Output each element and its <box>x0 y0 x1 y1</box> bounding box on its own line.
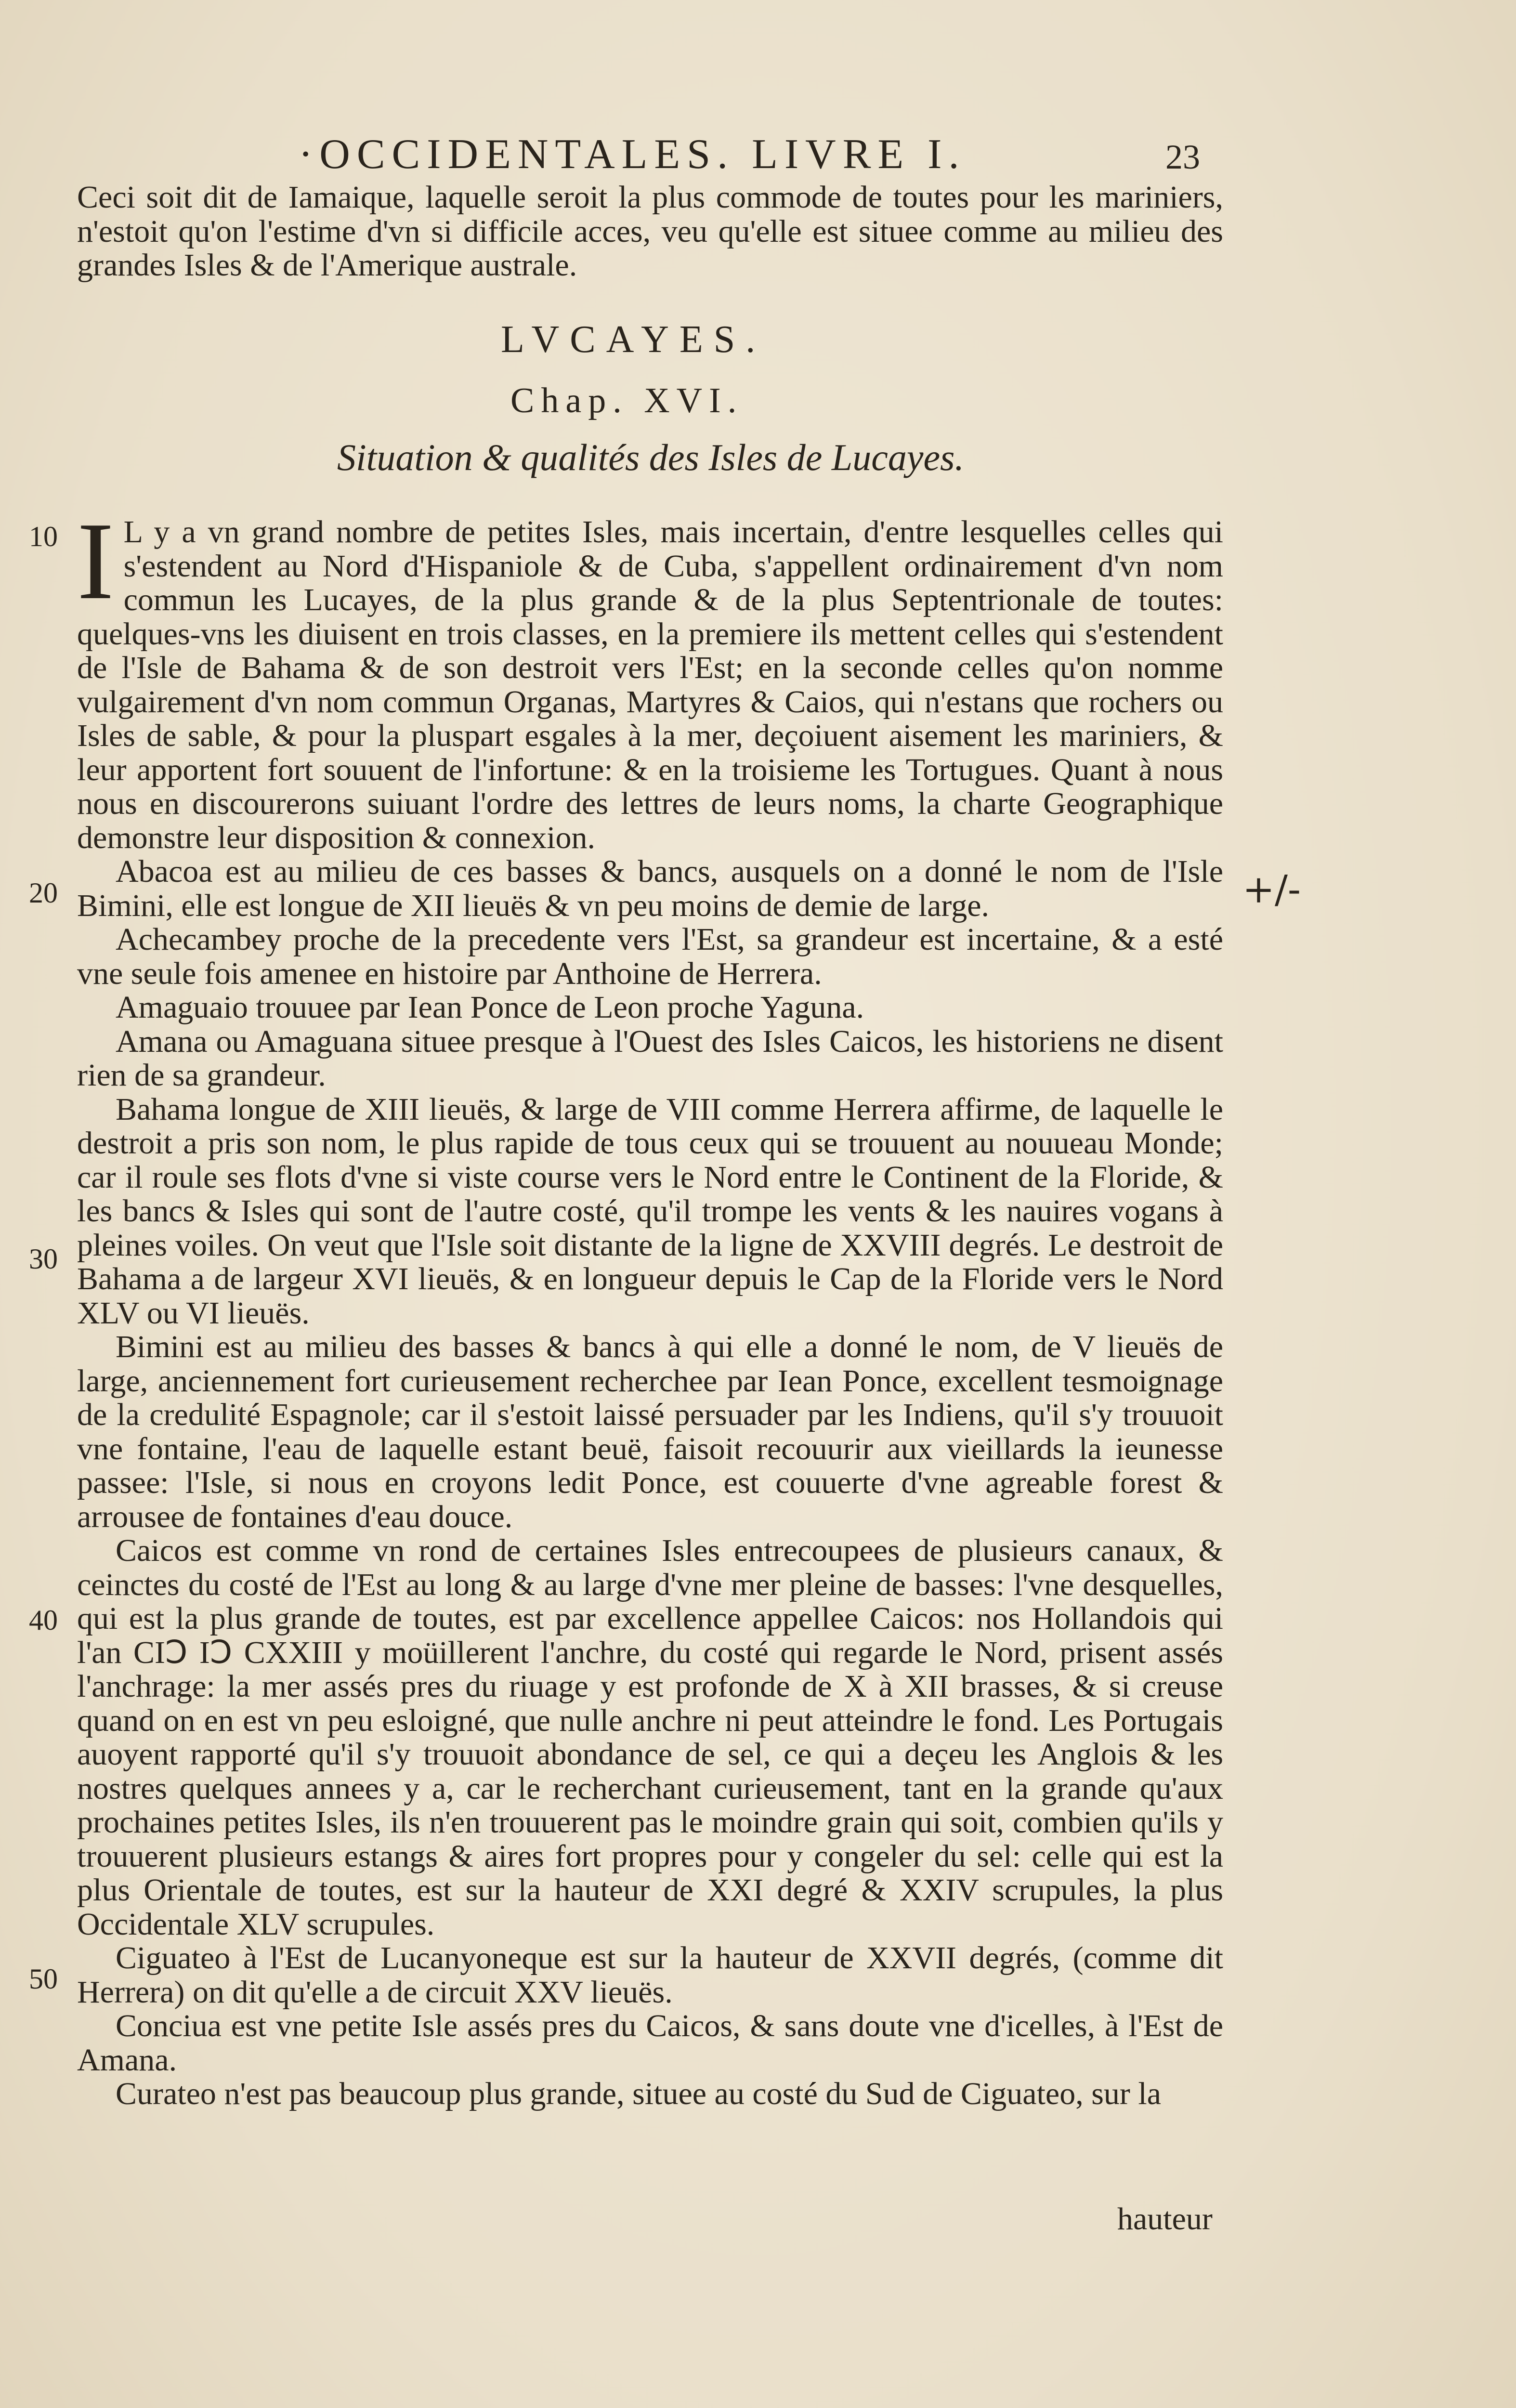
page-number: 23 <box>1165 138 1200 176</box>
line-number: 10 <box>29 521 58 552</box>
chapter-number: Chap. XVI. <box>510 381 744 420</box>
paragraph: Bahama longue de XIII lieuës, & large de VIII comme Herrera affirme, de laquelle le destroit a pris son nom, le plus rapide de tous ceux qui se trouuent au nouueau Monde; car il roule ses flots d'vne si viste course vers le Nord entre le Continent de la Floride, & les bancs & Isles qui sont de l'autre costé, qu'il trompe les vents & les nauires vogans à pleines voiles. On veut que l'Isle soit distante de la ligne de XXVIII degrés. Le destroit de Bahama a de largeur XVI lieuës, & en longueur depuis le Cap de la Floride vers le Nord XLV ou VI lieuës. <box>77 1091 1223 1331</box>
chapter-body <box>77 499 1223 2111</box>
line-number: 50 <box>29 1963 58 1995</box>
paragraph: Ciguateo à l'Est de Lucanyoneque est sur la hauteur de XXVII degrés, (comme dit Herrera) on dit qu'elle a de circuit XXV lieuës. <box>77 1940 1223 2010</box>
line-number: 30 <box>29 1243 58 1275</box>
paragraph: Amaguaio trouuee par Iean Ponce de Leon proche Yaguna. <box>116 990 864 1025</box>
margin-note: +/- <box>1242 867 1301 912</box>
chapter-subtitle: Situation & qualités des Isles de Lucayes. <box>337 436 965 478</box>
catchword: hauteur <box>1117 2201 1213 2237</box>
paragraph: Amana ou Amaguana situee presque à l'Ouest des Isles Caicos, les historiens ne disent rien de sa grandeur. <box>77 1023 1223 1093</box>
paragraph: Caicos est comme vn rond de certaines Isles entrecoupees de plusieurs canaux, & ceinctes du costé de l'Est au long & au large d'vne mer pleine de basses: l'vne desquelles, qui est la plus grande de toutes, est par excellence appellee Caicos: nos Hollandois qui l'an CIↃ IↃ CXXIII y moüillerent l'anchre, du costé qui regarde le Nord, prisent assés l'anchrage: la mer assés pres du riuage y est profonde de X à XII brasses, & si creuse quand on en est vn peu esloigné, que nulle anchre ni peut atteindre le fond. Les Portugais auoyent rapporté qu'il s'y trouuoit abondance de sel, ce qui a deçeu les Anglois & les nostres quelques annees y a, car le recherchant curieusement, tant en la grande qu'aux prochaines petites Isles, ils n'en trouuerent pas le moindre grain qui soit, combien qu'ils y trouuerent plusieurs estangs & aires fort propres pour y congeler du sel: celle qui est la plus Orientale de toutes, est sur la hauteur de XXI degré & XXIV scrupules, la plus Occidentale XLV scrupules. <box>77 1533 1223 1942</box>
line-number: 40 <box>29 1604 58 1636</box>
paragraph: Conciua est vne petite Isle assés pres du Caicos, & sans doute vne d'icelles, à l'Est de Amana. <box>77 2008 1223 2078</box>
line-number: 20 <box>29 877 58 909</box>
intro-text: Ceci soit dit de Iamaique, laquelle seroit la plus commode de toutes pour les mariniers, n'estoit qu'on l'estime d'vn si difficile acces, veu qu'elle est situee comme au milieu des grandes Isles & de l'Amerique australe. <box>77 180 1223 283</box>
drop-capital: I <box>77 499 114 622</box>
paragraph: Abacoa est au milieu de ces basses & bancs, ausquels on a donné le nom de l'Isle Bimini, elle est longue de XII lieuës & vn peu moins de demie de large. <box>77 854 1223 923</box>
paragraph: Achecambey proche de la precedente vers l'Est, sa grandeur est incertaine, & a esté vne seule fois amenee en histoire par Anthoine de Herrera. <box>77 922 1223 991</box>
chapter-title: LVCAYES. <box>501 318 766 361</box>
intro-paragraph <box>77 181 1223 283</box>
paragraph: Bimini est au milieu des basses & bancs à qui elle a donné le nom, de V lieuës de large, anciennement fort curieusement recherchee par Iean Ponce, excellent tesmoignage de la credulité Espagnole; car il s'estoit laissé persuader par les Indiens, qu'il s'y trouuoit vne fontaine, l'eau de laquelle estant beuë, faisoit recouurir aux vieillards la ieunesse passee: l'Isle, si nous en croyons ledit Ponce, est couuerte d'vne agreable forest & arrousee de fontaines d'eau douce. <box>77 1329 1223 1534</box>
paragraph-text: L y a vn grand nombre de petites Isles, mais incertain, d'entre lesquelles celles qui s'estendent au Nord d'Hispaniole & de Cuba, s'appellent ordinairement d'vn nom commun les Lucayes, de la plus grande & de la plus Septentrionale de toutes: quelques-vns les diuisent en trois classes, en la premiere ils mettent celles qui s'estendent de l'Isle de Bahama & de son destroit vers l'Est; en la seconde celles qu'on nomme vulgairement d'vn nom commun Organas, Martyres & Caios, qui n'estans que rochers ou Isles de sable, & pour la pluspart esgales à la mer, deçoiuent aisement les mariniers, & leur apportent fort souuent de l'infortune: & en la troisieme les Tortugues. Quant à nous nous en discourerons suiuant l'ordre des lettres de leurs noms, la charte Geographique demonstre leur disposition & connexion. <box>77 514 1223 855</box>
running-title: ·OCCIDENTALES. LIVRE I. <box>299 131 966 178</box>
paragraph: Curateo n'est pas beaucoup plus grande, situee au costé du Sud de Ciguateo, sur la <box>116 2076 1162 2111</box>
paragraph <box>77 499 1223 855</box>
